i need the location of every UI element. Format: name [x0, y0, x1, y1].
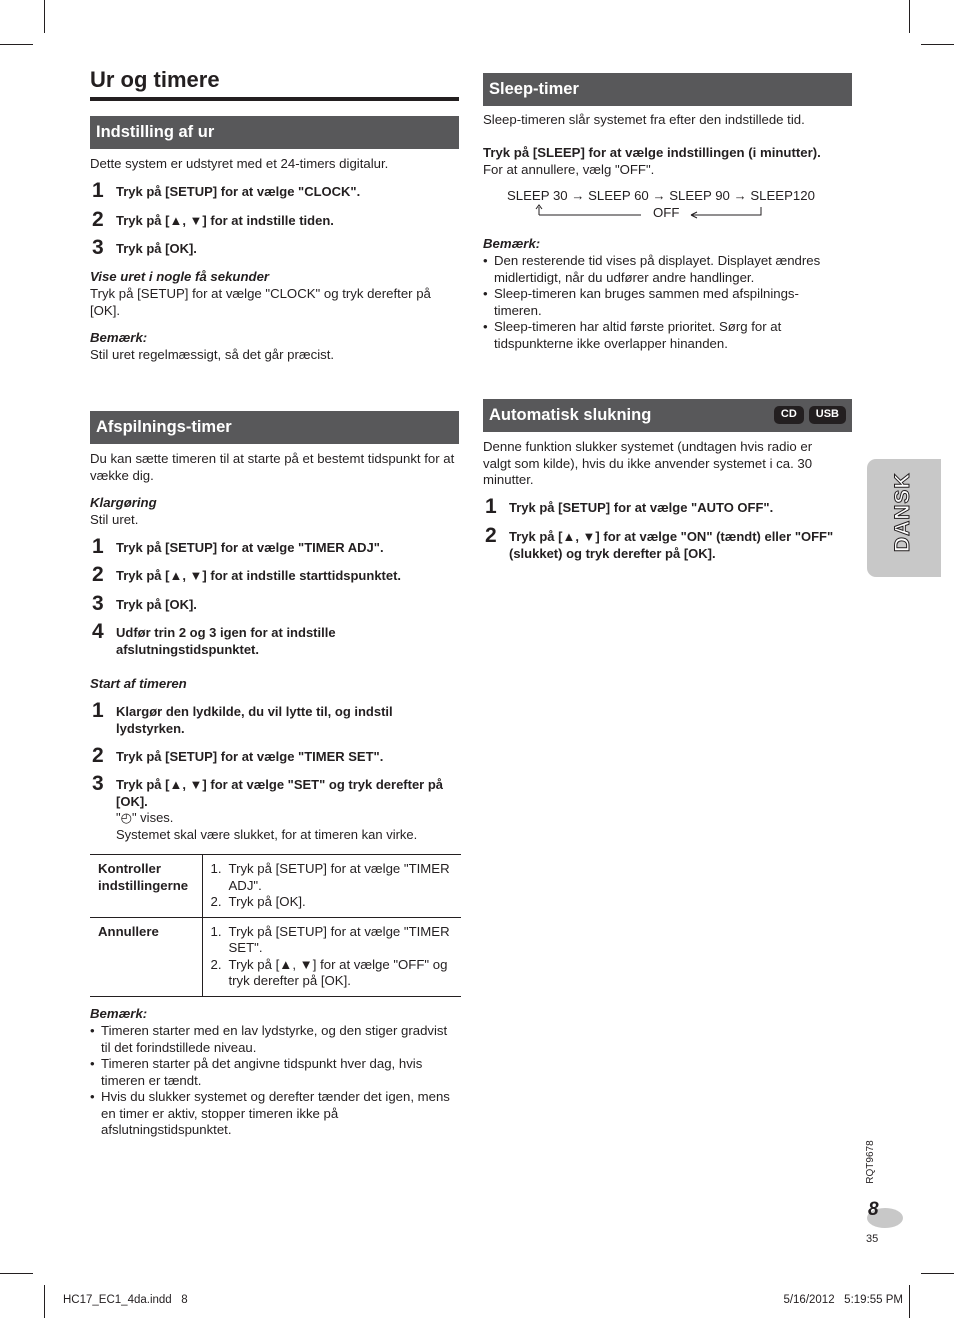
usb-badge: USB: [809, 406, 846, 424]
doc-code: RQT9678: [865, 1140, 876, 1184]
crop-mark: [44, 0, 45, 33]
play-timer-step: [92, 535, 460, 558]
auto-off-step: [485, 524, 853, 562]
start-heading: Start af timeren: [90, 676, 187, 691]
step-number: 2: [92, 744, 104, 767]
step-text: Tryk på [SETUP] for at vælge "TIMER ADJ".: [116, 540, 384, 555]
step-number: 3: [92, 772, 104, 795]
sub-page-number: 35: [866, 1233, 879, 1245]
sleep-intro: Sleep-timeren slår systemet fra efter den indstillede tid.: [483, 112, 805, 127]
auto-off-step: [485, 495, 853, 518]
start-step: [92, 699, 432, 737]
prep-text: Stil uret.: [90, 512, 139, 527]
crop-mark: [44, 1285, 45, 1318]
footer-file-info: HC17_EC1_4da.indd 8: [63, 1294, 188, 1306]
step-text: Klargør den lydkilde, du vil lytte til, og indstil lydstyrken.: [116, 704, 393, 736]
step-number: 1: [92, 535, 104, 558]
crop-mark: [0, 44, 33, 45]
clock-step: [92, 236, 460, 259]
play-timer-intro: Du kan sætte timeren til at starte på et bestemt tidspunkt for at vække dig.: [90, 451, 455, 483]
clock-show-heading: Vise uret i nogle få sekunder: [90, 269, 270, 284]
clock-intro: Dette system er udstyret med et 24-timers digitalur.: [90, 156, 389, 171]
table-row-label: Annullere: [90, 917, 202, 996]
step-number: 1: [485, 495, 497, 518]
step-text: Tryk på [SETUP] for at vælge "TIMER SET".: [116, 749, 384, 764]
step-number: 3: [92, 592, 104, 615]
list-text: Tryk på [▲, ▼] for at vælge "OFF" og tryk derefter på [OK].: [228, 956, 448, 988]
table-row-content: [202, 855, 461, 918]
play-timer-step: [92, 563, 460, 586]
sleep-cancel-text: For at annullere, vælg "OFF".: [483, 162, 655, 177]
clock-step: [92, 208, 460, 231]
clock-note-heading: Bemærk:: [90, 330, 148, 345]
table-row-label: Kontroller indstillingerne: [90, 855, 202, 918]
clock-note-text: Stil uret regelmæssigt, så det går præcist.: [90, 347, 335, 362]
list-item: • Den resterende tid vises på displayet. Displayet ændres midlertidigt, når du udfører andre handlinger.: [483, 253, 843, 286]
step-text: Tryk på [▲, ▼] for at vælge "ON" (tændt) eller "OFF" (slukket) og tryk derefter på [OK].: [509, 529, 834, 561]
step-text: Tryk på [▲, ▼] for at indstille starttidspunktet.: [116, 568, 402, 583]
section-heading-auto-off: [483, 399, 852, 432]
list-item: • Timeren starter på det angivne tidspunkt hver dag, hvis timeren er tændt.: [90, 1056, 450, 1089]
clock-show-text: Tryk på [SETUP] for at vælge "CLOCK" og tryk derefter på [OK].: [90, 286, 431, 318]
step-number: 1: [92, 179, 104, 202]
list-item: [211, 957, 454, 990]
table-row: [90, 855, 461, 918]
step-text: Tryk på [▲, ▼] for at vælge "SET" og tryk derefter på [OK].: [116, 777, 444, 809]
list-item: • Hvis du slukker systemet og derefter tænder det igen, mens en timer er aktiv, stopper timeren ikke på afslutningstidspunktet.: [90, 1089, 450, 1139]
section-heading-clock: Indstilling af ur: [90, 116, 459, 149]
step-text-group: [116, 775, 452, 843]
timer-table: [90, 854, 461, 997]
start-step: [92, 772, 452, 843]
step-text: Tryk på [▲, ▼] for at indstille tiden.: [116, 213, 334, 228]
step-text: Tryk på [OK].: [116, 241, 197, 256]
language-tab-label: DANSK: [890, 472, 914, 553]
crop-mark: [909, 0, 910, 33]
page-number: 8: [868, 1199, 879, 1220]
sleep-cycle-off: OFF: [653, 205, 680, 220]
list-item: • Sleep-timeren har altid første prioritet. Sørg for at tidspunkterne ikke overlapper hinanden.: [483, 319, 843, 352]
table-row-content: [202, 917, 461, 996]
sleep-notes: [483, 253, 843, 352]
step-number: 2: [92, 208, 104, 231]
crop-mark: [921, 44, 954, 45]
step-number: 4: [92, 620, 104, 643]
list-number: 2.: [210, 894, 222, 909]
list-item: [211, 924, 454, 957]
sleep-cycle-line: SLEEP 30 → SLEEP 60 → SLEEP 90 → SLEEP120: [507, 188, 815, 203]
sleep-instruction: Tryk på [SLEEP] for at vælge indstillingen (i minutter).: [483, 145, 821, 160]
list-item: [211, 894, 454, 911]
cd-badge: CD: [774, 406, 804, 424]
list-text: Tryk på [SETUP] for at vælge "TIMER SET".: [228, 923, 450, 955]
step-text: Tryk på [SETUP] for at vælge "CLOCK".: [116, 184, 361, 199]
auto-off-intro: Denne funktion slukker systemet (undtagen hvis radio er valgt som kilde), hvis du ikke anvender systemet i ca. 30 minutter.: [483, 439, 813, 487]
list-item: • Sleep-timeren kan bruges sammen med afspilnings-timeren.: [483, 286, 843, 319]
list-text: Tryk på [SETUP] for at vælge "TIMER ADJ".: [228, 861, 450, 893]
clock-step: [92, 179, 460, 202]
step-number: 2: [92, 563, 104, 586]
list-number: 2.: [210, 956, 222, 972]
step-text: Tryk på [SETUP] for at vælge "AUTO OFF".: [509, 500, 774, 515]
list-number: 1.: [210, 861, 222, 876]
step-number: 1: [92, 699, 104, 722]
step-text: Udfør trin 2 og 3 igen for at indstille afslutningstidspunktet.: [116, 625, 336, 657]
step-text: Tryk på [OK].: [116, 597, 197, 612]
list-number: 1.: [210, 923, 222, 939]
play-timer-step: [92, 592, 460, 615]
start-step: [92, 744, 460, 767]
crop-mark: [0, 1273, 33, 1274]
section-heading-play-timer: Afspilnings-timer: [90, 411, 459, 444]
badge-group: [774, 406, 846, 424]
page-title: Ur og timere: [90, 66, 459, 101]
footer-timestamp: 5/16/2012 5:19:55 PM: [783, 1294, 903, 1306]
step-number: 2: [485, 524, 497, 547]
play-timer-notes: [90, 1023, 450, 1139]
table-row: [90, 917, 461, 996]
play-timer-step: [92, 620, 392, 658]
section-heading-text: Automatisk slukning: [489, 406, 652, 424]
list-item: [211, 861, 454, 894]
list-item: • Timeren starter med en lav lydstyrke, og den stiger gradvist til det forindstillede niveau.: [90, 1023, 450, 1056]
sleep-note-heading: Bemærk:: [483, 236, 541, 251]
crop-mark: [909, 1285, 910, 1318]
sleep-cycle-arrow: [535, 203, 765, 219]
prep-heading: Klargøring: [90, 495, 157, 510]
step-extra-text: Systemet skal være slukket, for at timeren kan virke.: [116, 826, 418, 842]
list-text: Tryk på [OK].: [228, 894, 306, 909]
step-extra-text: "◴" vises.: [116, 810, 174, 825]
crop-mark: [921, 1273, 954, 1274]
play-timer-note-heading: Bemærk:: [90, 1006, 148, 1021]
step-number: 3: [92, 236, 104, 259]
section-heading-sleep-timer: Sleep-timer: [483, 73, 852, 106]
